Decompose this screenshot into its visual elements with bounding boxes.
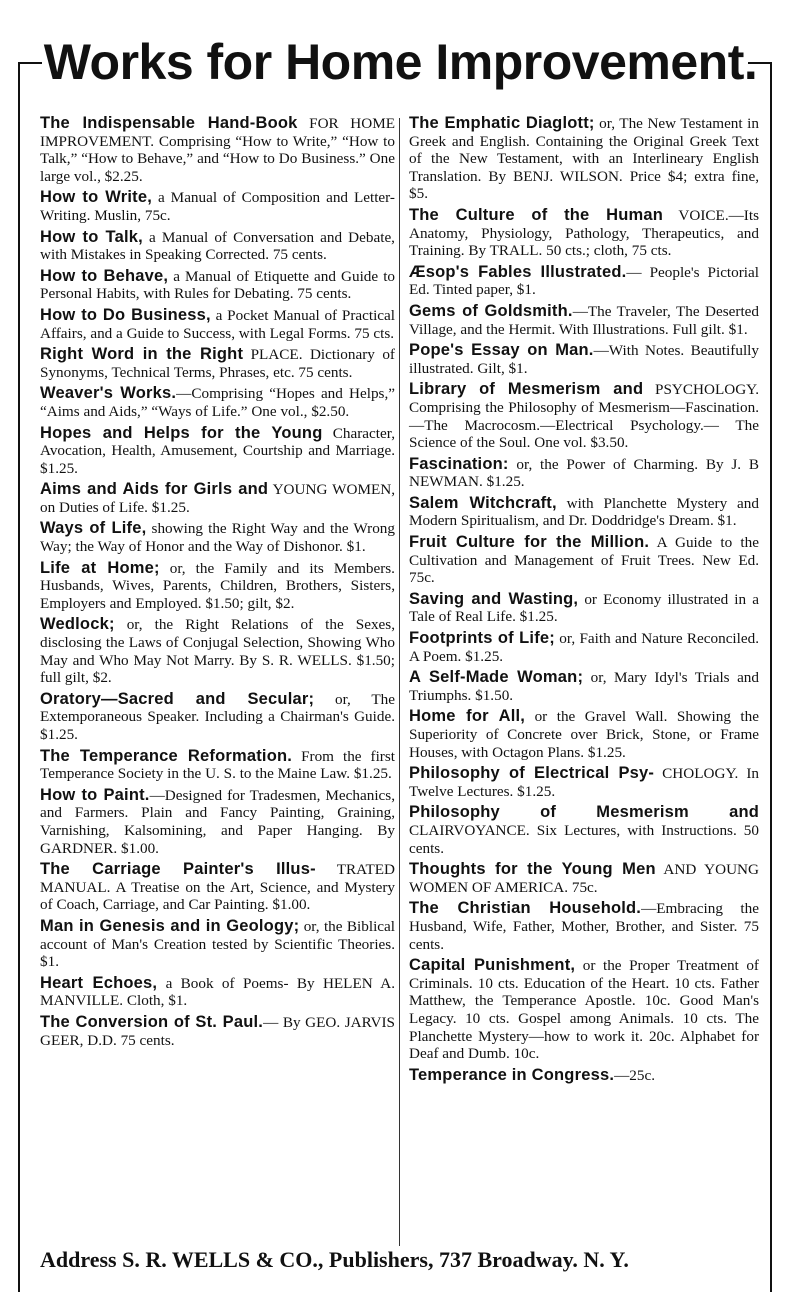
book-description: PSYCHOLOGY. Comprising the Philosophy of Mesmerism—Fascination.—The Macrocosm.—Electrical Psychology.— The Science of the Soul. One vol. $3.50. [409,381,759,452]
book-entry [409,534,759,587]
book-title: Capital Punishment, [409,956,576,975]
book-entry [40,520,395,555]
book-description: —With Notes. Beautifully illustrated. Gilt, $1. [409,342,759,377]
book-entry [409,115,759,203]
book-title: How to Paint. [40,785,150,804]
book-title: Philosophy of Mesmerism and [409,803,759,822]
page-title: Works for Home Improvement. [43,34,758,90]
book-entry [409,900,759,953]
book-description: a Manual of Etiquette and Guide to Personal Habits, with Rules for Debating. 75 cents. [40,267,396,303]
book-description: with Planchette Mystery and Modern Spiritualism, and Dr. Doddridge's Dream. $1. [409,494,759,530]
book-title: Saving and Wasting, [409,589,579,608]
book-entry [409,630,759,665]
book-title: The Indispensable Hand-Book [40,114,298,132]
book-description: or, the Power of Charming. By J. B NEWMAN. $1.25. [409,455,759,491]
book-title: The Conversion of St. Paul. [40,1012,264,1031]
book-description: a Manual of Conversation and Debate, with Mistakes in Speaking Corrected. 75 cents. [40,228,395,264]
book-entry [409,957,759,1063]
book-description: CLAIRVOYANCE. Six Lectures, with Instructions. 50 cents. [409,821,759,857]
book-title: Thoughts for the Young Men [409,860,656,879]
book-entry [409,303,759,338]
frame-right-rule [770,62,772,1292]
book-title: Man in Genesis and in Geology; [40,916,300,935]
book-description: or, The New Testament in Greek and English. Containing the Original Greek Text of the New Testament, with an Interlineary English Translation. By BENJ. WILSON. Price $4; extra fine, $5. [409,115,759,203]
book-entry [409,591,759,626]
book-description: a Pocket Manual of Practical Affairs, and a Guide to Success, with Legal Forms. 75 cts. [40,306,396,342]
book-entry [40,975,395,1010]
book-description: or, the Right Relations of the Sexes, disclosing the Laws of Conjugal Selection, Showing Who May and Who May Not Marry. By S. R. WELLS. $1.50; full gilt, $2. [40,616,395,687]
book-description: AND YOUNG WOMEN OF AMERICA. 75c. [409,861,759,896]
book-description: or, Mary Idyl's Trials and Triumphs. $1.50. [409,669,759,704]
book-title: Life at Home; [40,558,160,577]
book-title: The Emphatic Diaglott; [409,114,595,132]
book-description: or, Faith and Nature Reconciled. A Poem. $1.25. [409,630,760,665]
book-title: Footprints of Life; [409,629,555,648]
book-title: The Culture of the Human [409,205,664,224]
frame-left-rule [18,62,20,1292]
book-entry [40,861,395,914]
book-description: —The Traveler, The Deserted Village, and the Hermit. With Illustrations. Full gilt. $1. [409,302,759,338]
book-description: From the first Temperance Society in the U. S. to the Maine Law. $1.25. [40,747,395,783]
book-description: Character, Avocation, Health, Amusement, Courtship and Marriage. $1.25. [40,424,395,477]
book-description: A Guide to the Cultivation and Management of Fruit Trees. New Ed. 75c. [409,534,759,587]
book-title: How to Write, [40,188,153,207]
book-description: or the Proper Treatment of Criminals. 10 cts. Education of the Heart. 10 cts. Father Matthew, the Temperance Apostle. 10c. Good Man's Legacy. 10 cts. Gospel among Animals. 10 cts. The Planchette Mystery—how to work it. 20c. Alphabet for Deaf and Dumb. 10c. [409,957,759,1063]
book-entry [409,861,759,896]
book-title: How to Talk, [40,227,143,246]
book-description: — By GEO. JARVIS GEER, D.D. 75 cents. [40,1013,395,1049]
book-title: Wedlock; [40,615,115,634]
book-title: Heart Echoes, [40,973,158,992]
book-title: Oratory—Sacred and Secular; [40,689,315,708]
book-entry [409,456,759,491]
book-title: A Self-Made Woman; [409,668,584,687]
book-title: How to Behave, [40,266,169,285]
book-entry [40,189,395,224]
book-description: or, The Extemporaneous Speaker. Including a Chairman's Guide. $1.25. [40,690,395,743]
book-entry [409,342,759,377]
book-entry [409,1067,759,1085]
book-title: The Carriage Painter's Illus- [40,860,316,879]
book-title: Hopes and Helps for the Young [40,423,323,442]
book-description: or, the Family and its Members. Husbands, Wives, Parents, Children, Brothers, Sisters, Employers and Employed. $1.50; gilt, $2. [40,559,395,612]
book-description: showing the Right Way and the Wrong Way; the Way of Honor and the Way of Dishonor. $1. [40,520,395,556]
book-description: or Economy illustrated in a Tale of Real Life. $1.25. [409,590,759,626]
book-entry [40,481,395,516]
book-title: Salem Witchcraft, [409,493,557,512]
left-column [40,115,395,1053]
book-entry [40,229,395,264]
book-description: or, the Biblical account of Man's Creation tested by Scientific Theories. $1. [40,917,395,971]
publisher-address: Address S. R. WELLS & CO., Publishers, 737 Broadway. N. Y. [40,1247,629,1272]
book-entry [409,669,759,704]
book-description: YOUNG WOMEN, on Duties of Life. $1.25. [40,481,395,516]
book-entry [40,691,395,744]
book-title: Library of Mesmerism and [409,380,644,399]
book-entry [40,787,395,857]
book-entry [40,346,395,381]
book-title: The Christian Household. [409,899,642,918]
book-entry [409,381,759,451]
book-entry [409,708,759,761]
book-title: Weaver's Works. [40,384,177,403]
book-title: Aims and Aids for Girls and [40,480,269,499]
book-entry [40,385,395,420]
book-description: CHOLOGY. In Twelve Lectures. $1.25. [409,765,759,800]
book-title: Temperance in Congress. [409,1065,615,1084]
book-title: Æsop's Fables Illustrated. [409,262,627,281]
book-title: Fruit Culture for the Million. [409,533,650,552]
book-title: Pope's Essay on Man. [409,341,594,360]
book-entry [409,264,759,299]
book-entry [40,307,395,342]
book-title: Ways of Life, [40,519,147,538]
book-entry [409,804,759,857]
book-entry [40,918,395,971]
book-entry [40,560,395,613]
book-description: —Embracing the Husband, Wife, Father, Mother, Brother, and Sister. 75 cents. [409,900,759,953]
right-column [409,115,759,1088]
column-divider [399,118,400,1246]
book-description: a Manual of Composition and Letter-Writing. Muslin, 75c. [40,189,395,224]
book-description: or the Gravel Wall. Showing the Superiority of Concrete over Brick, Stone, or Frame Houses, with Octagon Plans. $1.25. [409,708,759,761]
book-description: — People's Pictorial Ed. Tinted paper, $1. [409,263,759,299]
book-description: —Comprising “Hopes and Helps,” “Aims and Aids,” “Ways of Life.” One vol., $2.50. [40,385,395,420]
book-description: —Designed for Tradesmen, Mechanics, and Farmers. Plain and Fancy Painting, Graining, Varnishing, Kalsomining, and Paper Hanging. By GARDNER. $1.00. [40,786,395,857]
book-description: TRATED MANUAL. A Treatise on the Art, Science, and Mystery of Coach, Carriage, and Car Painting. $1.00. [40,861,395,914]
book-title: The Temperance Reformation. [40,746,293,765]
book-title: How to Do Business, [40,305,211,324]
book-entry [40,115,395,185]
book-entry [40,748,395,783]
book-entry [40,616,395,686]
book-description: VOICE.—Its Anatomy, Physiology, Pathology, Therapeutics, and Training. By TRALL. 50 cts.; cloth, 75 cts. [409,206,759,260]
book-description: a Book of Poems- By HELEN A. MANVILLE. Cloth, $1. [40,974,395,1010]
book-title: Fascination: [409,454,509,473]
book-entry [40,1014,395,1049]
book-title: Gems of Goldsmith. [409,301,573,320]
book-description: —25c. [614,1066,656,1084]
book-entry [40,268,395,303]
book-entry [409,207,759,260]
book-description: PLACE. Dictionary of Synonyms, Technical Terms, Phrases, etc. 75 cents. [40,346,395,381]
book-entry [409,765,759,800]
book-title: Home for All, [409,707,526,726]
book-entry [409,495,759,530]
book-title: Right Word in the Right [40,345,244,364]
book-title: Philosophy of Electrical Psy- [409,764,655,783]
book-description: FOR HOME IMPROVEMENT. Comprising “How to Write,” “How to Talk,” “How to Behave,” and “How to Do Business.” One large vol., $2.25. [40,115,395,185]
book-entry [40,425,395,478]
